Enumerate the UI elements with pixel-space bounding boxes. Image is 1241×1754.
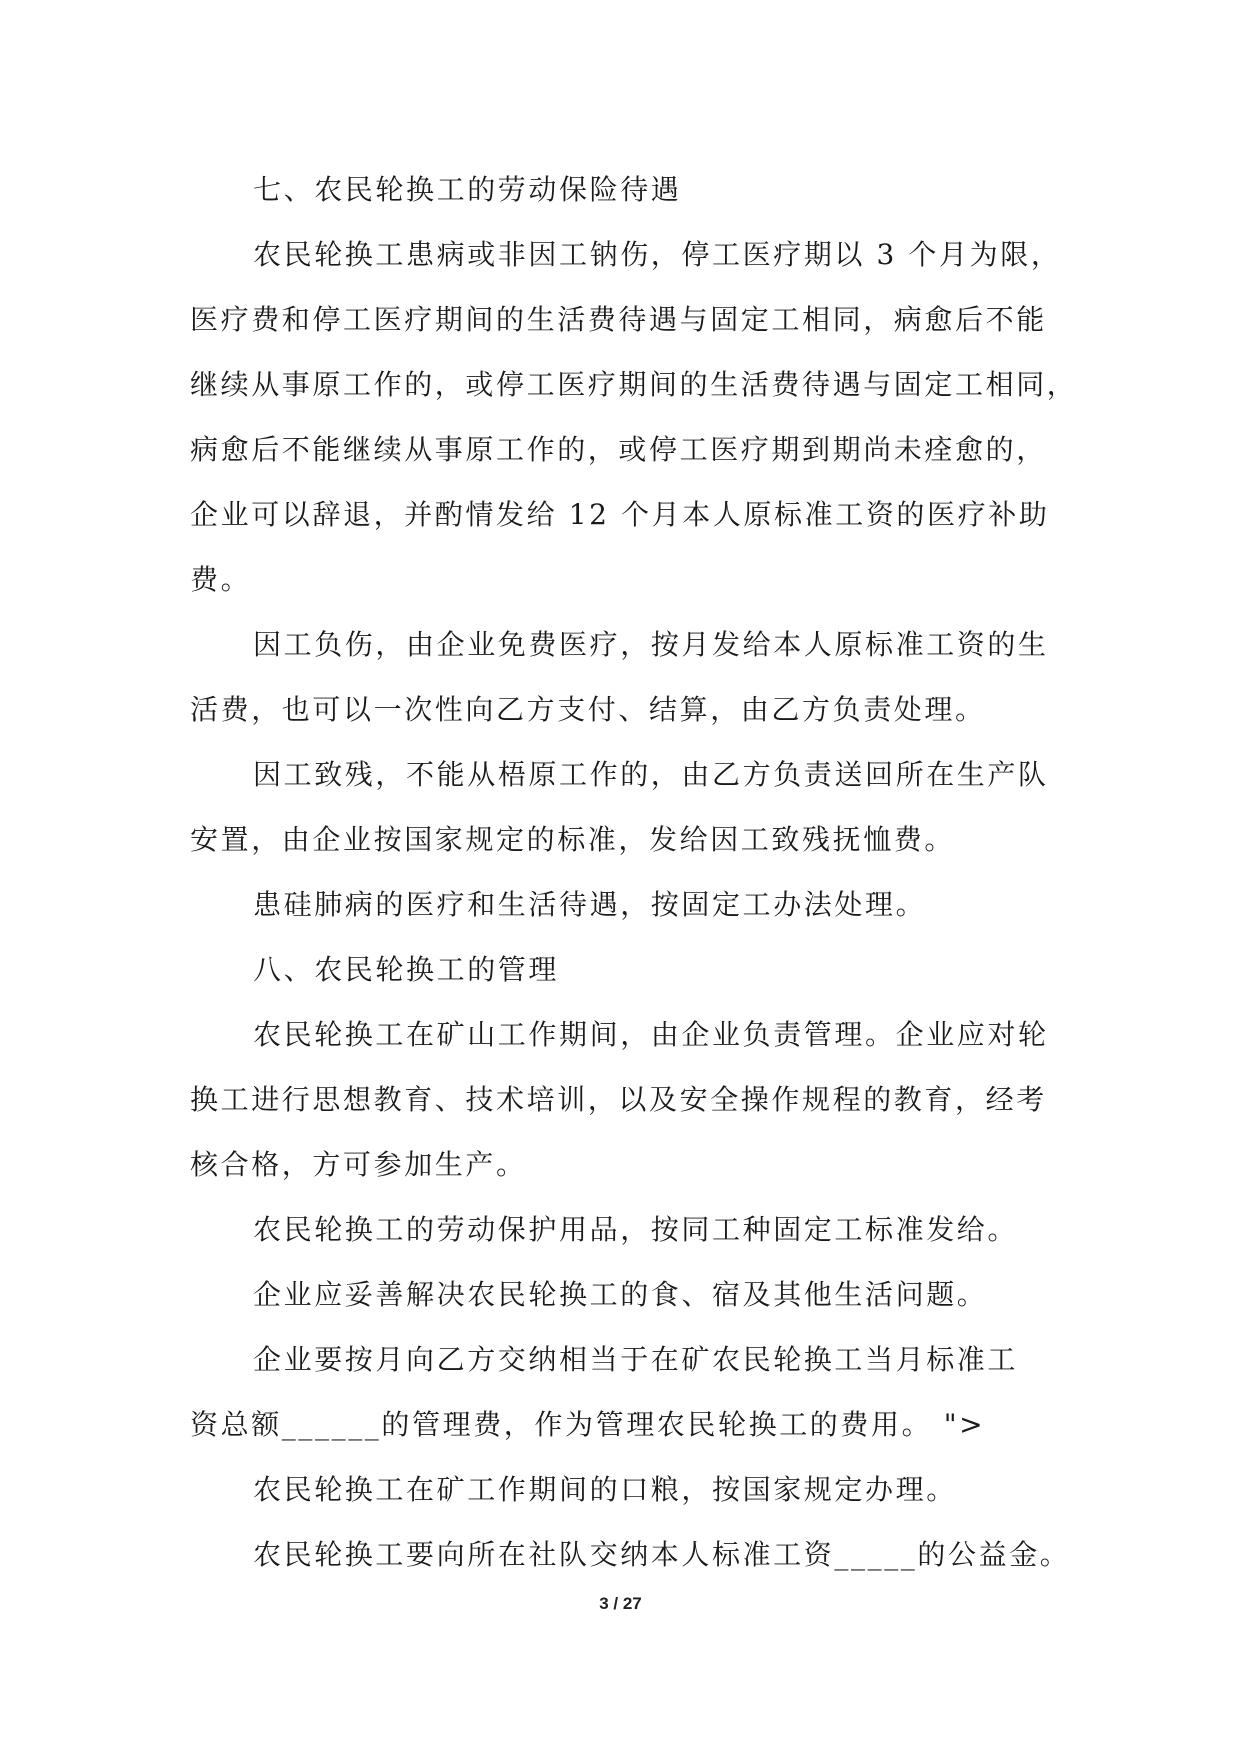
- paragraph-line: 活费，也可以一次性向乙方支付、结算，由乙方负责处理。: [190, 693, 986, 726]
- paragraph-line: 农民轮换工患病或非因工钠伤，停工医疗期以 3 个月为限，: [253, 238, 1062, 271]
- paragraph-line: 安置，由企业按国家规定的标准，发给因工致残抚恤费。: [190, 823, 956, 856]
- paragraph-line: 企业要按月向乙方交纳相当于在矿农民轮换工当月标准工: [253, 1343, 1019, 1376]
- document-body: [190, 157, 1078, 1587]
- paragraph-line: 企业可以辞退，并酌情发给 12 个月本人原标准工资的医疗补助: [190, 498, 1050, 531]
- page-number: 3 / 27: [599, 1594, 642, 1613]
- paragraph-line: 因工负伤，由企业免费医疗，按月发给本人原标准工资的生: [253, 628, 1049, 661]
- paragraph-line: 患硅肺病的医疗和生活待遇，按固定工办法处理。: [253, 888, 927, 921]
- paragraph-line: 因工致残，不能从梧原工作的，由乙方负责送回所在生产队: [253, 758, 1049, 791]
- paragraph-line: 换工进行思想教育、技术培训，以及安全操作规程的教育，经考: [190, 1083, 1047, 1116]
- paragraph-line: 农民轮换工要向所在社队交纳本人标准工资_____的公益金。: [253, 1538, 1071, 1571]
- section-heading-7: 七、农民轮换工的劳动保险待遇: [253, 173, 682, 206]
- paragraph-line: 费。: [190, 563, 252, 596]
- paragraph-line: 资总额______的管理费，作为管理农民轮换工的费用。 ">: [190, 1408, 986, 1441]
- paragraph-line: 农民轮换工在矿工作期间的口粮，按国家规定办理。: [253, 1473, 957, 1506]
- paragraph-line: 企业应妥善解决农民轮换工的食、宿及其他生活问题。: [253, 1278, 988, 1311]
- paragraph-line: 继续从事原工作的，或停工医疗期间的生活费待遇与固定工相同，: [190, 368, 1078, 401]
- paragraph-line: 医疗费和停工医疗期间的生活费待遇与固定工相同，病愈后不能: [190, 303, 1047, 336]
- paragraph-line: 病愈后不能继续从事原工作的，或停工医疗期到期尚未痊愈的，: [190, 433, 1047, 466]
- section-heading-8: 八、农民轮换工的管理: [253, 953, 560, 986]
- paragraph-line: 农民轮换工的劳动保护用品，按同工种固定工标准发给。: [253, 1213, 1019, 1246]
- paragraph-line: 农民轮换工在矿山工作期间，由企业负责管理。企业应对轮: [253, 1018, 1049, 1051]
- paragraph-line: 核合格，方可参加生产。: [190, 1148, 527, 1181]
